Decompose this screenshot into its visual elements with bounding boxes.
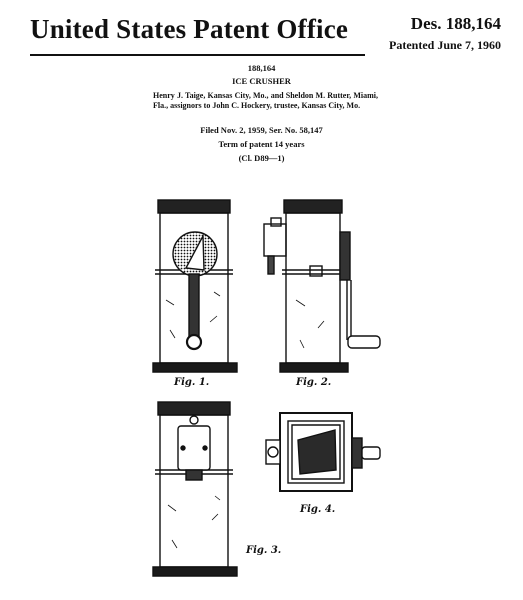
patented-date: Patented June 7, 1960 <box>389 38 501 52</box>
patent-title: ICE CRUSHER <box>232 76 291 86</box>
figure-3-label: Fig. 3. <box>246 545 282 556</box>
figure-4-top-view <box>266 413 380 491</box>
patent-number: 188,164 <box>247 63 276 73</box>
figure-2-side-view <box>264 200 380 372</box>
filed-line: Filed Nov. 2, 1959, Ser. No. 58,147 <box>200 125 323 135</box>
classification-line: (Cl. D89—1) <box>238 153 285 163</box>
design-number: Des. 188,164 <box>410 14 501 33</box>
figure-3-rear-view <box>153 402 237 576</box>
term-line: Term of patent 14 years <box>218 139 305 149</box>
inventors-paragraph: Henry J. Taige, Kansas City, Mo., and Sheldon M. Rutter, Miami, Fla., assignors to John C. Hockery, trustee, Kansas City, Mo. <box>153 91 378 110</box>
figure-1-label: Fig. 1. <box>174 377 210 388</box>
figure-4-label: Fig. 4. <box>300 504 336 515</box>
figure-1-front-view <box>153 200 237 372</box>
figure-2-label: Fig. 2. <box>296 377 332 388</box>
office-heading: United States Patent Office <box>30 14 349 44</box>
